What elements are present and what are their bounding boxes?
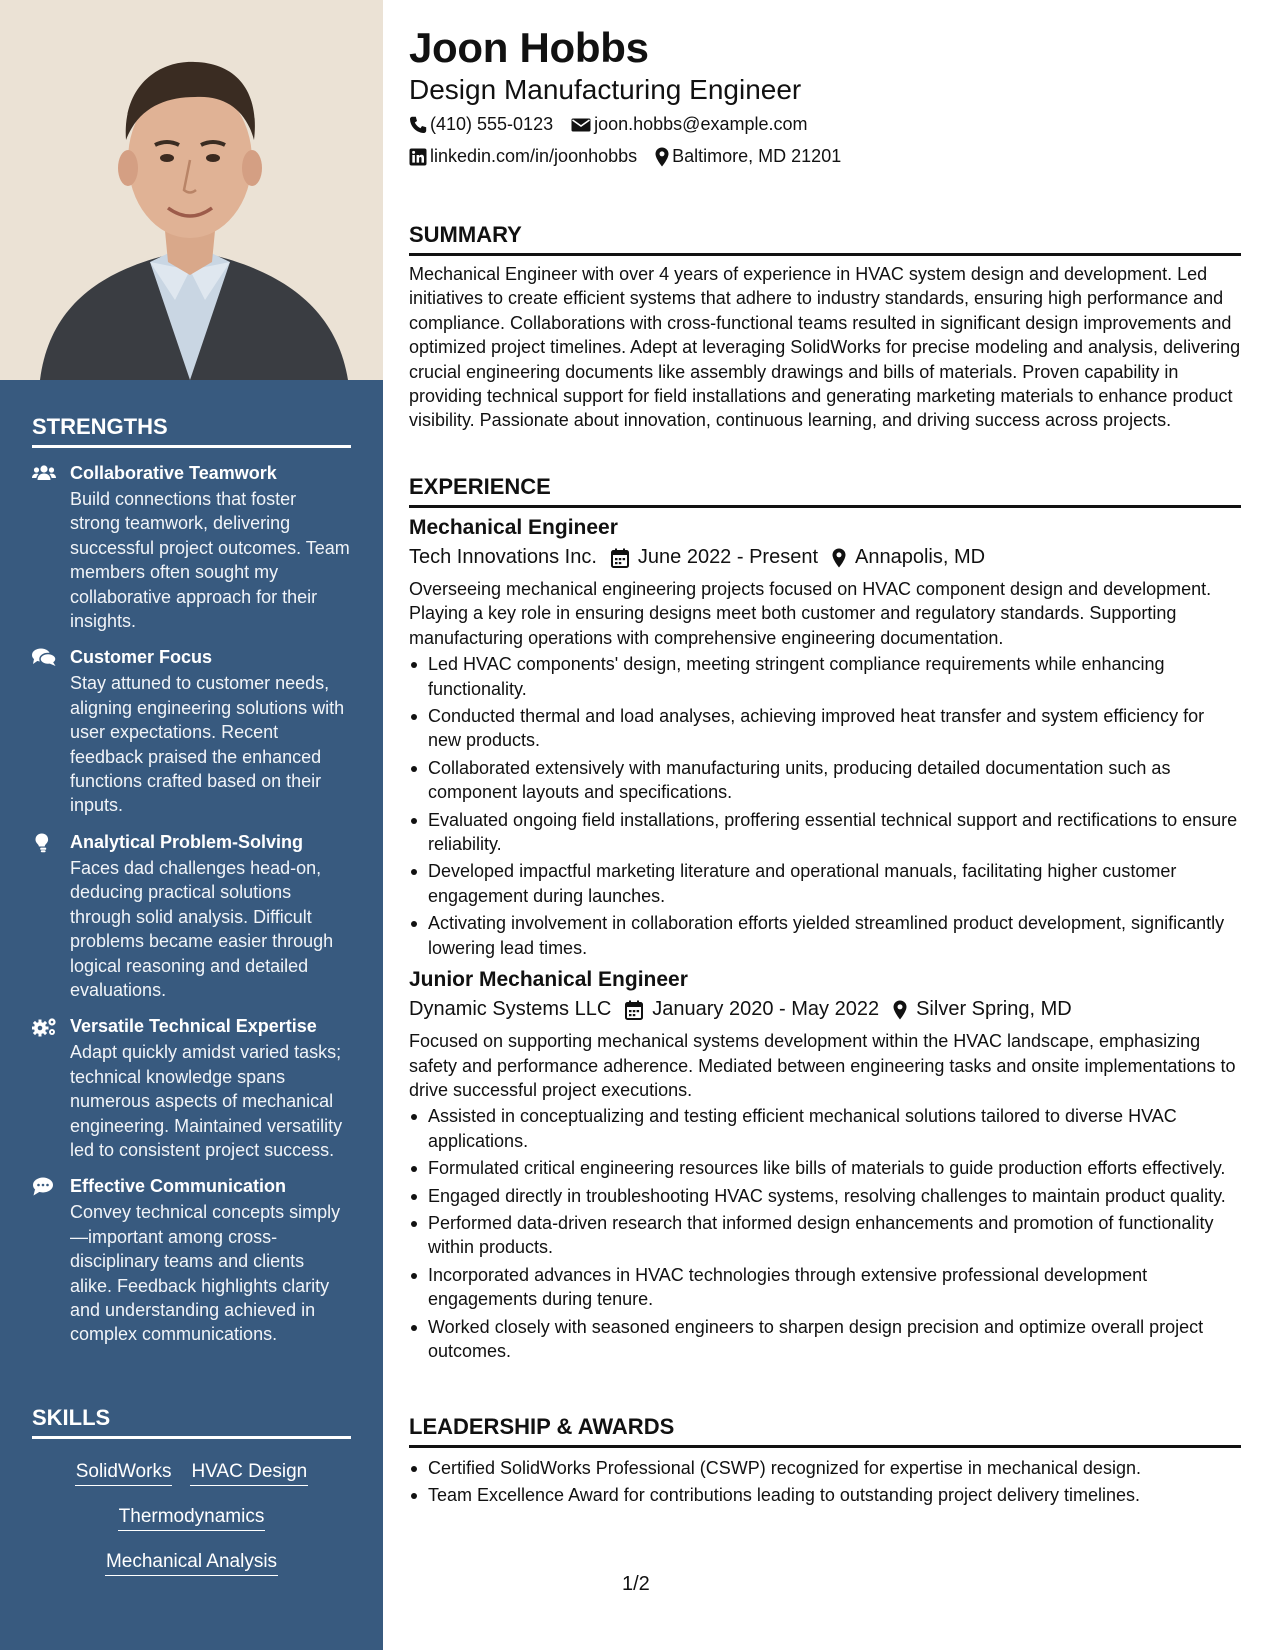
summary-heading: SUMMARY	[409, 222, 1241, 256]
leadership-heading: LEADERSHIP & AWARDS	[409, 1414, 1241, 1448]
list-item: Performed data-driven research that informed design enhancements and promotion of functionality within products.	[409, 1211, 1241, 1260]
job-bullets	[409, 1104, 1241, 1363]
list-item: Incorporated advances in HVAC technologies through extensive professional development engagements during tenure.	[409, 1263, 1241, 1312]
envelope-icon	[571, 117, 591, 133]
job-title: Junior Mechanical Engineer	[409, 968, 688, 992]
strength-title: Effective Communication	[70, 1176, 287, 1197]
skill-tag: HVAC Design	[190, 1459, 308, 1486]
strength-desc: Stay attuned to customer needs, aligning engineering solutions with user expectations. Recent feedback praised the enhanced functions crafted based on their inputs.	[70, 673, 345, 816]
map-pin-icon	[655, 147, 669, 167]
phone-icon	[409, 116, 427, 134]
job-entry	[409, 968, 1241, 1363]
job-bullets	[409, 652, 1241, 960]
job-title: Mechanical Engineer	[409, 516, 618, 539]
job-meta	[409, 546, 1241, 569]
comments-icon	[32, 645, 70, 817]
candidate-name: Joon Hobbs	[409, 24, 649, 71]
email-text[interactable]: joon.hobbs@example.com	[594, 114, 808, 134]
skill-tag: Mechanical Analysis	[105, 1549, 278, 1576]
skills-section	[32, 1405, 351, 1586]
strength-title: Analytical Problem-Solving	[70, 831, 304, 852]
list-item: Team Excellence Award for contributions leading to outstanding project delivery timelines.	[409, 1483, 1241, 1507]
strength-title: Customer Focus	[70, 647, 213, 668]
strength-desc: Convey technical concepts simply—important among cross-disciplinary teams and clients alike. Feedback highlights clarity and understanding achieved in complex communications.	[70, 1202, 341, 1345]
experience-section	[409, 474, 1241, 1366]
lightbulb-icon	[32, 830, 70, 1002]
job-location-item	[832, 546, 985, 569]
list-item: Certified SolidWorks Professional (CSWP) recognized for expertise in mechanical design.	[409, 1456, 1241, 1480]
map-pin-icon	[893, 1000, 907, 1020]
strength-item	[32, 830, 351, 1002]
strength-item	[32, 1174, 351, 1346]
strength-item	[32, 1014, 351, 1162]
list-item: Collaborated extensively with manufacturing units, producing detailed documentation such as component layouts and specifications.	[409, 756, 1241, 805]
sidebar	[0, 0, 383, 1650]
job-description: Focused on supporting mechanical systems development within the HVAC landscape, emphasizing safety and performance adherence. Mediated between engineering tasks and onsite implementations to drive successful project executions.	[409, 1031, 1236, 1100]
skill-tag: SolidWorks	[75, 1459, 173, 1486]
job-company: Tech Innovations Inc.	[409, 546, 597, 568]
job-dates-item	[611, 546, 818, 569]
strength-item	[32, 645, 351, 817]
job-dates-item	[625, 998, 879, 1021]
leadership-list	[409, 1456, 1241, 1508]
summary-section	[409, 222, 1241, 433]
gears-icon	[32, 1014, 70, 1162]
summary-text: Mechanical Engineer with over 4 years of experience in HVAC system design and development. Led initiatives to create efficient systems that adhere to industry standards, ensuring high performance and compliance. Collaborations with cross-functional teams resulted in significant design improvements and optimized project timelines. Adept at leveraging SolidWorks for precise modeling and analysis, delivering crucial engineering documents like assembly drawings and bills of materials. Proven capability in providing technical support for field installations and generating marketing materials to enhance product visibility. Passionate about innovation, continuous learning, and driving success across projects.	[409, 264, 1241, 431]
email-contact[interactable]	[571, 114, 807, 135]
calendar-icon	[611, 548, 629, 568]
strengths-heading: STRENGTHS	[32, 414, 351, 448]
list-item: Engaged directly in troubleshooting HVAC systems, resolving challenges to maintain product quality.	[409, 1184, 1241, 1208]
job-location: Silver Spring, MD	[916, 998, 1072, 1021]
strength-title: Collaborative Teamwork	[70, 463, 277, 483]
job-company: Dynamic Systems LLC	[409, 998, 612, 1021]
job-description: Overseeing mechanical engineering projects focused on HVAC component design and development. Playing a key role in ensuring designs meet both customer and regulatory standards. Supporting manufacturing operations with comprehensive engineering documentation.	[409, 579, 1212, 648]
list-item: Led HVAC components' design, meeting stringent compliance requirements while enhancing functionality.	[409, 652, 1241, 701]
phone-text: (410) 555-0123	[430, 114, 554, 134]
location-text: Baltimore, MD 21201	[672, 146, 842, 166]
linkedin-text[interactable]: linkedin.com/in/joonhobbs	[430, 146, 638, 166]
job-meta	[409, 998, 1241, 1021]
users-icon	[32, 461, 70, 633]
phone-contact	[409, 114, 553, 135]
contact-row	[409, 114, 825, 135]
skills-heading: SKILLS	[32, 1405, 351, 1439]
strength-desc: Build connections that foster strong teamwork, delivering successful project outcomes. Team members often sought my collaborative approach for their insights.	[70, 489, 350, 632]
strengths-section	[32, 414, 351, 1347]
list-item: Conducted thermal and load analyses, achieving improved heat transfer and system efficiency for new products.	[409, 704, 1241, 753]
strength-title: Versatile Technical Expertise	[70, 1016, 317, 1037]
list-item: Worked closely with seasoned engineers to sharpen design precision and optimize overall project outcomes.	[409, 1315, 1241, 1364]
candidate-title: Design Manufacturing Engineer	[409, 74, 802, 105]
strength-desc: Adapt quickly amidst varied tasks; technical knowledge spans numerous aspects of mechanical engineering. Maintained versatility led to consistent project success.	[70, 1042, 343, 1160]
list-item: Assisted in conceptualizing and testing efficient mechanical solutions tailored to diverse HVAC applications.	[409, 1104, 1241, 1153]
job-location: Annapolis, MD	[855, 546, 986, 568]
list-item: Formulated critical engineering resources like bills of materials to guide production efforts effectively.	[409, 1156, 1241, 1180]
linkedin-icon	[409, 148, 427, 166]
experience-heading: EXPERIENCE	[409, 474, 1241, 508]
location-contact	[655, 146, 841, 167]
job-dates: June 2022 - Present	[637, 546, 819, 568]
job-dates: January 2020 - May 2022	[652, 998, 880, 1021]
page-number: 1/2	[622, 1573, 650, 1595]
skills-list	[32, 1451, 351, 1586]
list-item: Developed impactful marketing literature and operational manuals, facilitating higher customer engagement during launches.	[409, 859, 1241, 908]
skill-tag: Thermodynamics	[118, 1504, 266, 1531]
leadership-section	[409, 1414, 1241, 1511]
comment-dots-icon	[32, 1174, 70, 1346]
list-item: Activating involvement in collaboration efforts yielded streamlined product development, significantly lowering lead times.	[409, 911, 1241, 960]
linkedin-contact[interactable]	[409, 146, 637, 167]
job-entry	[409, 516, 1241, 960]
job-location-item	[893, 998, 1072, 1021]
profile-photo	[0, 0, 383, 380]
strength-item	[32, 461, 351, 633]
list-item: Evaluated ongoing field installations, proffering essential technical support and rectifications to ensure reliability.	[409, 808, 1241, 857]
contact-row	[409, 146, 859, 167]
strength-desc: Faces dad challenges head-on, deducing practical solutions through solid analysis. Difficult problems became easier through logical reasoning and detailed evaluations.	[70, 857, 334, 1000]
calendar-icon	[625, 1000, 643, 1020]
map-pin-icon	[832, 548, 846, 568]
